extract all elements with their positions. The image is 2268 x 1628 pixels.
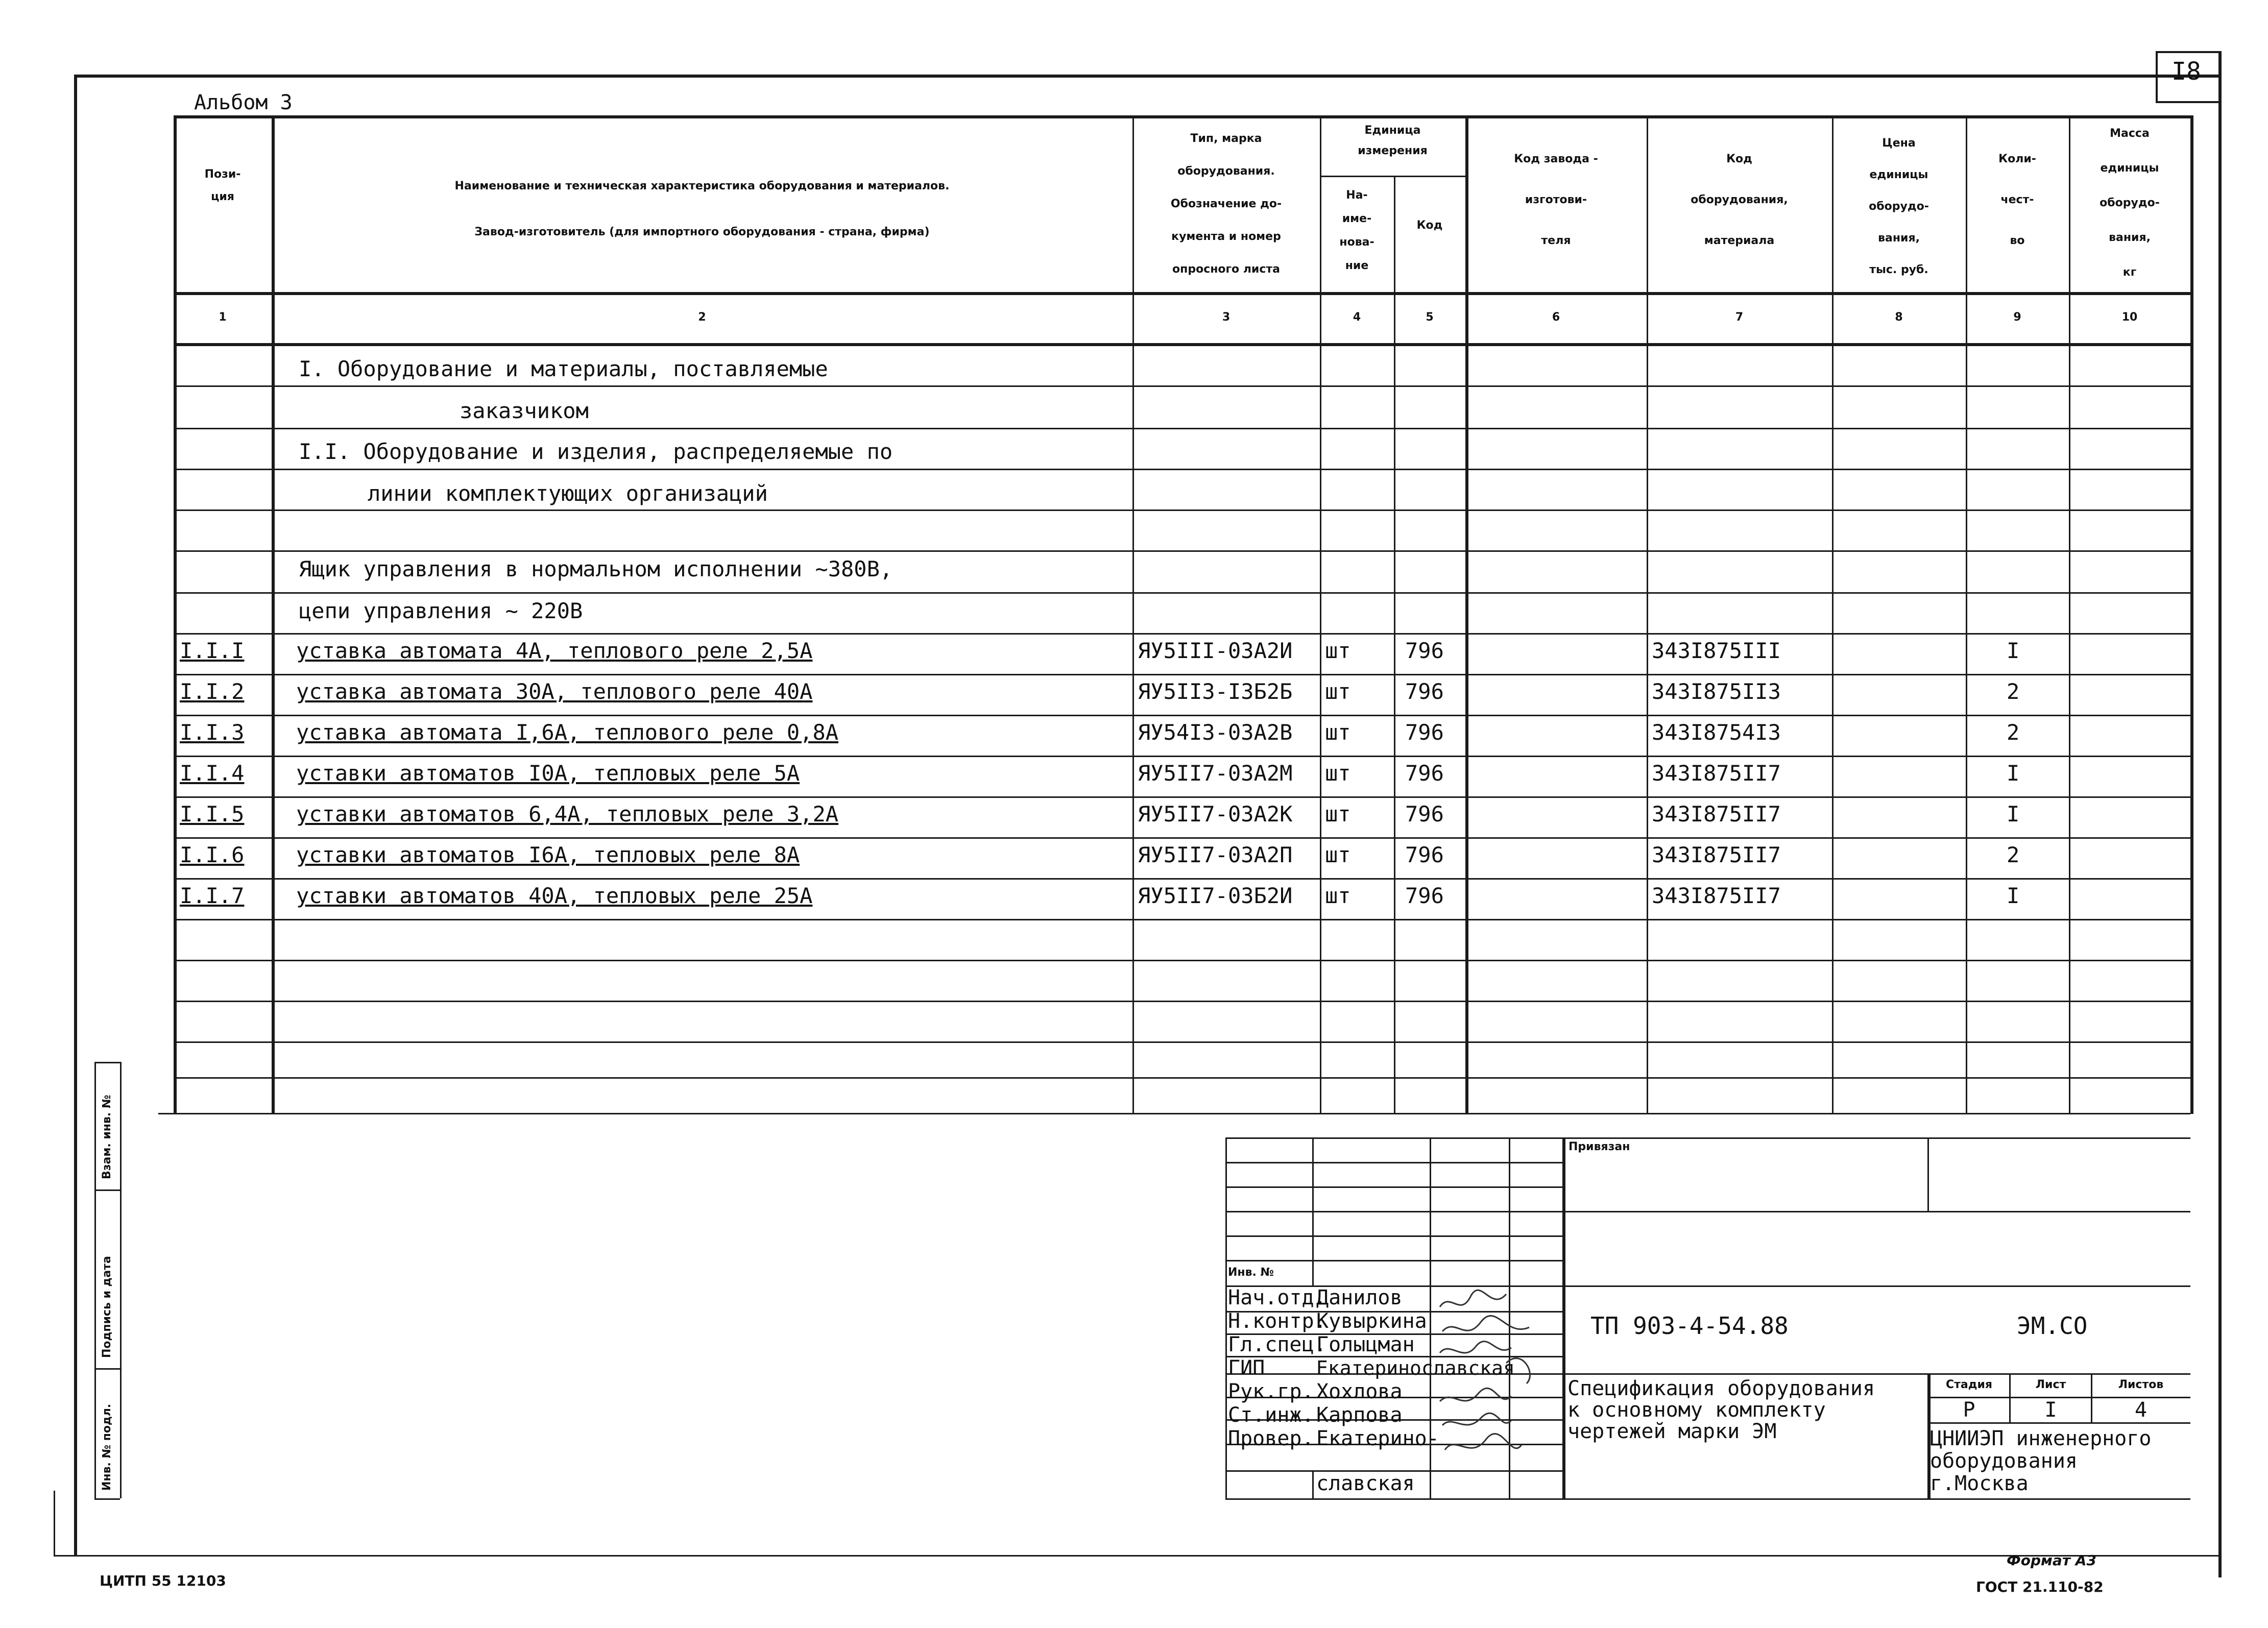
row-separator bbox=[174, 633, 2190, 635]
stamp-role: Провер. bbox=[1228, 1427, 1314, 1450]
position-cell: I.I.I bbox=[180, 638, 245, 663]
stamp-role: Ст.инж. bbox=[1228, 1403, 1314, 1427]
album-label: Альбом 3 bbox=[194, 91, 293, 114]
stamp-name: Хохлова bbox=[1316, 1380, 1403, 1403]
margin-stamp-line bbox=[94, 1498, 120, 1500]
footer-gost: ГОСТ 21.110-82 bbox=[1976, 1578, 2104, 1595]
hdr-col10-l3: оборудо- bbox=[2100, 197, 2160, 209]
section-heading: линии комплектующих организаций bbox=[368, 481, 768, 506]
numbers-bottom bbox=[174, 343, 2190, 346]
item-name-cell: уставка автомата I,6А, теплового реле 0,8А bbox=[296, 720, 839, 745]
margin-stamp-left bbox=[94, 1062, 96, 1498]
position-cell: I.I.3 bbox=[180, 720, 245, 745]
row-separator bbox=[174, 878, 2190, 880]
equipment-code-cell: 343I8754I3 bbox=[1652, 720, 1781, 745]
unit-name-cell: шт bbox=[1325, 883, 1351, 908]
stamp-line bbox=[1225, 1186, 1562, 1188]
unit-name-cell: шт bbox=[1325, 638, 1351, 663]
unit-name-cell: шт bbox=[1325, 761, 1351, 786]
quantity-cell: 2 bbox=[2007, 679, 2020, 704]
hdr-col2-l2: Завод-изготовитель (для импортного оборудования - страна, фирма) bbox=[474, 226, 930, 238]
hdr-col8-l5: тыс. руб. bbox=[1869, 263, 1928, 276]
stamp-role: Н.контр. bbox=[1228, 1309, 1326, 1333]
signature-danilov bbox=[1440, 1290, 1506, 1307]
margin-label-podpis: Подпись и дата bbox=[101, 1256, 113, 1358]
row-separator bbox=[174, 715, 2190, 716]
hdr-col1-l2: ция bbox=[211, 190, 234, 203]
section-heading: заказчиком bbox=[460, 398, 589, 423]
stamp-vline bbox=[1225, 1137, 1227, 1498]
type-cell: ЯУ5II7-03А2П bbox=[1138, 842, 1293, 867]
frame-top bbox=[74, 75, 2218, 78]
margin-stamp-line bbox=[94, 1368, 120, 1370]
margin-label-inv-podl: Инв. № подл. bbox=[101, 1403, 113, 1491]
hdr-col3-l3: Обозначение до- bbox=[1170, 198, 1282, 210]
stamp-top bbox=[1225, 1137, 2190, 1139]
row-separator bbox=[174, 919, 2190, 920]
type-cell: ЯУ5II7-03А2М bbox=[1138, 761, 1293, 786]
hdr-col10 bbox=[2069, 116, 2190, 290]
hdr-col10-l5: кг bbox=[2122, 266, 2137, 279]
unit-name-cell: шт bbox=[1325, 679, 1351, 704]
quantity-cell: I bbox=[2007, 638, 2020, 663]
unit-code-cell: 796 bbox=[1405, 801, 1444, 827]
section-heading: I. Оборудование и материалы, поставляемые bbox=[299, 356, 828, 381]
stamp-name: Екатеринославская bbox=[1316, 1357, 1515, 1379]
row-separator bbox=[174, 796, 2190, 798]
frame-bottom bbox=[54, 1555, 2220, 1557]
stamp-vline bbox=[1312, 1137, 1314, 1285]
row-separator bbox=[174, 1001, 2190, 1002]
hdr-col1-l1: Пози- bbox=[204, 168, 241, 181]
hdr-col6-l3: теля bbox=[1541, 234, 1571, 247]
section-heading: цепи управления ~ 220В bbox=[299, 598, 583, 623]
stamp-role: Гл.спец. bbox=[1228, 1333, 1326, 1356]
unit-name-cell: шт bbox=[1325, 801, 1351, 827]
hdr-col7-l3: материала bbox=[1704, 234, 1775, 247]
type-cell: ЯУ5II7-03А2К bbox=[1138, 801, 1293, 827]
signature-ekaterinoslavskaya bbox=[1506, 1358, 1530, 1383]
sheets-value: 4 bbox=[2134, 1398, 2148, 1422]
stamp-name: Екатерино- bbox=[1316, 1427, 1439, 1450]
colnum-7: 7 bbox=[1735, 311, 1744, 324]
organization-line: оборудования bbox=[1930, 1449, 2078, 1473]
hdr-col2 bbox=[272, 163, 1132, 255]
position-cell: I.I.7 bbox=[180, 883, 245, 908]
stamp-name: Кувыркина bbox=[1316, 1309, 1427, 1333]
row-separator bbox=[174, 469, 2190, 470]
hdr-col4-l4: ние bbox=[1345, 259, 1369, 272]
organization-line: г.Москва bbox=[1930, 1472, 2029, 1495]
colnum-9: 9 bbox=[2013, 311, 2021, 324]
stamp-bottom bbox=[1225, 1498, 2190, 1500]
unit-code-cell: 796 bbox=[1405, 720, 1444, 745]
item-name-cell: уставка автомата 4А, теплового реле 2,5А bbox=[296, 638, 813, 663]
row-separator bbox=[174, 509, 2190, 511]
hdr-col3-l2: оборудования. bbox=[1177, 165, 1275, 178]
signature-khokhlova bbox=[1440, 1388, 1511, 1401]
signature-karpova bbox=[1442, 1413, 1511, 1425]
sheet-label: Лист bbox=[2035, 1378, 2066, 1391]
position-cell: I.I.6 bbox=[180, 842, 245, 867]
hdr-col3-l5: опросного листа bbox=[1172, 263, 1280, 276]
position-cell: I.I.5 bbox=[180, 801, 245, 827]
row-separator bbox=[174, 550, 2190, 552]
hdr-col10-l2: единицы bbox=[2100, 162, 2159, 175]
stage-label: Стадия bbox=[1945, 1378, 1993, 1391]
signature-kuvyrkina bbox=[1442, 1316, 1529, 1331]
colnum-3: 3 bbox=[1222, 311, 1230, 324]
organization-line: ЦНИИЭП инженерного bbox=[1930, 1427, 2152, 1450]
margin-label-vzam: Взам. инв. № bbox=[101, 1095, 113, 1179]
type-cell: ЯУ5II7-03Б2И bbox=[1138, 883, 1293, 908]
signature-prover bbox=[1445, 1434, 1522, 1450]
stamp-privyazan: Привязан bbox=[1569, 1140, 1630, 1153]
hdr-col9-l2: чест- bbox=[2000, 193, 2034, 206]
hdr-col3-l1: Тип, марка bbox=[1190, 132, 1262, 145]
unit-name-cell: шт bbox=[1325, 720, 1351, 745]
type-cell: ЯУ54I3-03А2В bbox=[1138, 720, 1293, 745]
col-line-0 bbox=[174, 115, 177, 1114]
col-line-1 bbox=[272, 115, 275, 1114]
frame-right bbox=[2218, 51, 2222, 1577]
colnum-2: 2 bbox=[698, 311, 706, 324]
hdr-col9-l1: Коли- bbox=[1998, 153, 2036, 165]
type-cell: ЯУ5III-03А2И bbox=[1138, 638, 1293, 663]
quantity-cell: I bbox=[2007, 761, 2020, 786]
equipment-code-cell: 343I875II3 bbox=[1652, 679, 1781, 704]
margin-stamp-line bbox=[94, 1189, 120, 1191]
item-name-cell: уставки автоматов 40А, тепловых реле 25А bbox=[296, 883, 813, 908]
unit-code-cell: 796 bbox=[1405, 883, 1444, 908]
unit-code-cell: 796 bbox=[1405, 761, 1444, 786]
stamp-inv-no: Инв. № bbox=[1228, 1266, 1274, 1279]
item-name-cell: уставки автоматов 6,4А, тепловых реле 3,2А bbox=[296, 801, 839, 827]
row-separator bbox=[174, 1041, 2190, 1043]
section-heading: Ящик управления в нормальном исполнении ~380В, bbox=[299, 556, 893, 581]
document-title-line: чертежей марки ЭМ bbox=[1567, 1420, 1777, 1443]
footer-format: Формат А3 bbox=[2007, 1552, 2096, 1569]
stamp-line bbox=[1225, 1260, 1562, 1261]
unit-code-cell: 796 bbox=[1405, 679, 1444, 704]
hdr-col4-l2: име- bbox=[1342, 212, 1372, 225]
stamp-line bbox=[1225, 1235, 1562, 1237]
stamp-line bbox=[1225, 1211, 1562, 1212]
colnum-1: 1 bbox=[219, 311, 227, 324]
hdr-col8 bbox=[1832, 128, 1966, 286]
row-separator bbox=[174, 385, 2190, 387]
hdr-col6-l2: изготови- bbox=[1525, 193, 1587, 206]
quantity-cell: 2 bbox=[2007, 720, 2020, 745]
hdr-col8-l1: Цена bbox=[1882, 137, 1916, 150]
equipment-code-cell: 343I875III bbox=[1652, 638, 1781, 663]
sheet-value: I bbox=[2044, 1398, 2057, 1422]
margin-stamp-right bbox=[120, 1062, 122, 1498]
sheets-label: Листов bbox=[2118, 1378, 2164, 1391]
colnum-10: 10 bbox=[2121, 311, 2138, 324]
signature-scribbles bbox=[1435, 1286, 1537, 1491]
colnum-4: 4 bbox=[1353, 311, 1361, 324]
quantity-cell: I bbox=[2007, 801, 2020, 827]
quantity-cell: 2 bbox=[2007, 842, 2020, 867]
position-cell: I.I.4 bbox=[180, 761, 245, 786]
item-name-cell: уставки автоматов I6А, тепловых реле 8А bbox=[296, 842, 800, 867]
stamp-role: Рук.гр. bbox=[1228, 1380, 1314, 1403]
row-separator bbox=[174, 674, 2190, 675]
header-bottom bbox=[174, 292, 2190, 295]
page-number: I8 bbox=[2172, 57, 2201, 86]
hdr-col6 bbox=[1465, 139, 1647, 261]
colnum-6: 6 bbox=[1552, 311, 1560, 324]
hdr-unit bbox=[1320, 120, 1465, 161]
row-separator bbox=[174, 837, 2190, 839]
project-code: ТП 903-4-54.88 bbox=[1590, 1312, 1789, 1340]
colnum-5: 5 bbox=[1426, 311, 1434, 324]
hdr-col3-l4: кумента и номер bbox=[1171, 230, 1281, 243]
row-separator bbox=[174, 428, 2190, 429]
margin-stamp-line bbox=[94, 1062, 120, 1063]
stamp-vline bbox=[1312, 1470, 1314, 1498]
signature-golytsman bbox=[1440, 1342, 1511, 1353]
hdr-col2-l1: Наименование и техническая характеристика оборудования и материалов. bbox=[454, 180, 950, 192]
stamp-line bbox=[1927, 1422, 2190, 1424]
hdr-col7 bbox=[1647, 139, 1832, 261]
hdr-col4-l1: На- bbox=[1346, 189, 1368, 202]
stamp-role: Нач.отд. bbox=[1228, 1286, 1326, 1309]
quantity-cell: I bbox=[2007, 883, 2020, 908]
unit-name-cell: шт bbox=[1325, 842, 1351, 867]
section-heading: I.I. Оборудование и изделия, распределяемые по bbox=[299, 439, 893, 464]
footer-left: ЦИТП 55 12103 bbox=[100, 1572, 226, 1589]
frame-bottom-left-tick bbox=[54, 1491, 55, 1555]
col-line-6 bbox=[1647, 115, 1648, 1114]
stamp-name: Данилов bbox=[1316, 1286, 1403, 1309]
item-name-cell: уставки автоматов I0А, тепловых реле 5А bbox=[296, 761, 800, 786]
row-separator bbox=[174, 1077, 2190, 1079]
drawing-mark: ЭМ.СО bbox=[2017, 1312, 2088, 1340]
colnum-8: 8 bbox=[1895, 311, 1903, 324]
hdr-unit-l1: Единица bbox=[1364, 124, 1421, 137]
stamp-vline bbox=[1562, 1137, 1565, 1498]
hdr-col8-l3: оборудо- bbox=[1869, 200, 1929, 213]
hdr-col10-l4: вания, bbox=[2109, 231, 2151, 244]
stamp-line bbox=[1562, 1211, 2190, 1212]
row-separator bbox=[174, 592, 2190, 594]
type-cell: ЯУ5II3-I3Б2Б bbox=[1138, 679, 1293, 704]
equipment-code-cell: 343I875II7 bbox=[1652, 883, 1781, 908]
document-title-line: к основному комплекту bbox=[1567, 1398, 1826, 1422]
hdr-col4-l3: нова- bbox=[1339, 236, 1374, 249]
row-separator bbox=[174, 960, 2190, 961]
hdr-col10-l1: Масса bbox=[2110, 127, 2150, 140]
document-title-line: Спецификация оборудования bbox=[1567, 1377, 1875, 1400]
hdr-col7-l1: Код bbox=[1726, 153, 1752, 165]
col-line-5 bbox=[1465, 115, 1468, 1114]
unit-code-cell: 796 bbox=[1405, 638, 1444, 663]
col-line-10 bbox=[2190, 115, 2193, 1114]
hdr-unit-l2: измерения bbox=[1358, 144, 1428, 157]
equipment-code-cell: 343I875II7 bbox=[1652, 761, 1781, 786]
hdr-col6-l1: Код завода - bbox=[1514, 153, 1598, 165]
stamp-name: Карпова bbox=[1316, 1403, 1403, 1427]
stamp-role: ГИП bbox=[1228, 1356, 1265, 1380]
stamp-line bbox=[1225, 1162, 1562, 1163]
hdr-col1 bbox=[174, 163, 272, 208]
hdr-col9 bbox=[1966, 139, 2069, 261]
table-top bbox=[174, 115, 2190, 118]
hdr-col7-l2: оборудования, bbox=[1691, 193, 1788, 206]
frame-left bbox=[74, 75, 77, 1555]
position-cell: I.I.2 bbox=[180, 679, 245, 704]
hdr-col4 bbox=[1320, 184, 1394, 278]
equipment-code-cell: 343I875II7 bbox=[1652, 801, 1781, 827]
row-separator bbox=[174, 756, 2190, 757]
item-name-cell: уставка автомата 30А, теплового реле 40А bbox=[296, 679, 813, 704]
equipment-code-cell: 343I875II7 bbox=[1652, 842, 1781, 867]
hdr-col3 bbox=[1132, 123, 1320, 286]
hdr-col8-l4: вания, bbox=[1878, 232, 1920, 245]
table-bottom bbox=[158, 1113, 2190, 1114]
stamp-vline bbox=[1927, 1137, 1929, 1211]
stamp-name: Голыцман bbox=[1316, 1333, 1415, 1356]
unit-code-cell: 796 bbox=[1405, 842, 1444, 867]
hdr-col9-l3: во bbox=[2010, 234, 2025, 247]
hdr-col8-l2: единицы bbox=[1869, 168, 1928, 181]
col-line-8 bbox=[1966, 115, 1967, 1114]
stamp-name: славская bbox=[1316, 1472, 1415, 1495]
stage-value: Р bbox=[1963, 1398, 1975, 1422]
hdr-col5: Код bbox=[1416, 219, 1443, 232]
unit-subheader-line bbox=[1320, 176, 1465, 177]
